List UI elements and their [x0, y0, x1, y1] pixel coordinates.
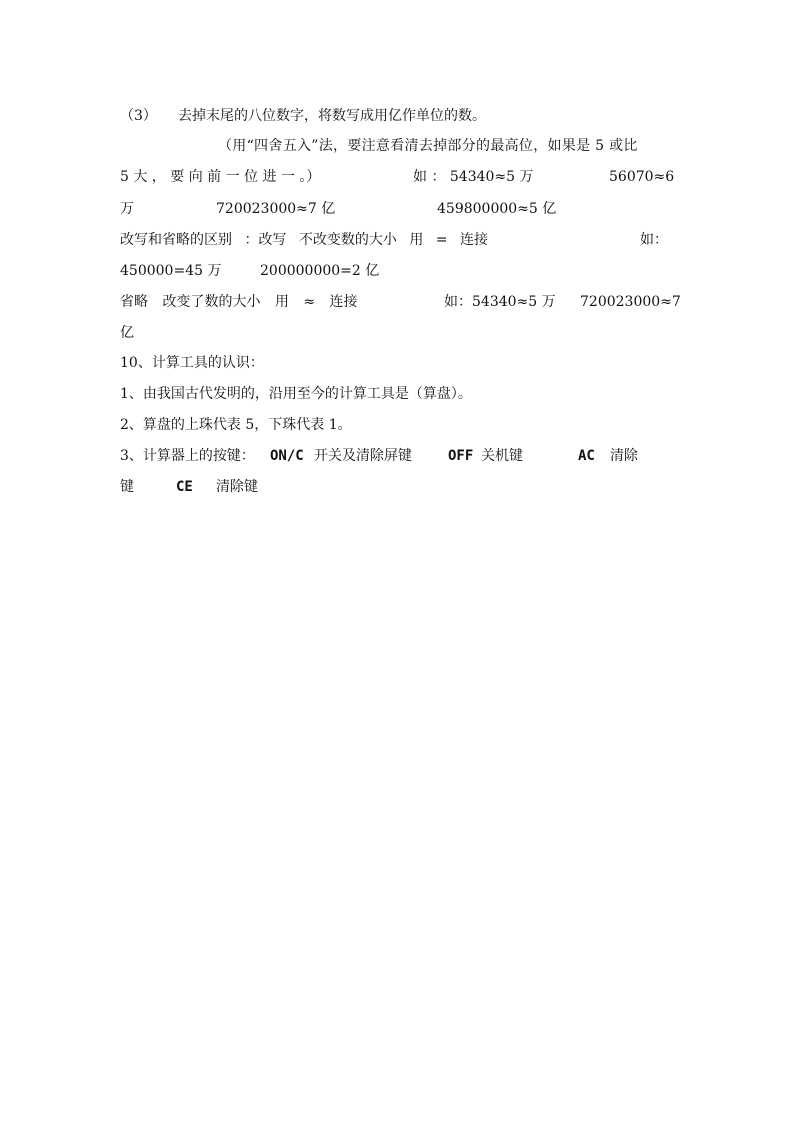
key-label-ce: CE — [176, 479, 193, 495]
example-text: 56070≈6 — [609, 169, 675, 185]
example-text: 720023000≈7 亿 — [216, 201, 336, 217]
key-description: 清除 — [610, 448, 638, 464]
paragraph-text: 省略 改变了数的大小 用 ≈ 连接 — [120, 294, 358, 310]
key-label-onc: ON/C — [270, 448, 304, 464]
example-text: 459800000≈5 亿 — [437, 201, 557, 217]
key-label-off: OFF — [448, 448, 474, 464]
example-text: 如 ： 54340≈5 万 — [413, 169, 534, 185]
paragraph-text: 1、由我国古代发明的，沿用至今的计算工具是（算盘）。 — [120, 386, 472, 402]
key-description: 键 — [120, 479, 134, 495]
key-description: 清除键 — [216, 479, 258, 495]
paragraph-text: 万 — [120, 201, 134, 217]
section-heading: 10、计算工具的认识： — [120, 355, 264, 371]
example-text: 如：54340≈5 万 — [444, 294, 556, 310]
key-description: 关机键 — [481, 448, 523, 464]
example-text: 450000=45 万 — [120, 263, 222, 279]
paragraph-text: 3、计算器上的按键： — [120, 448, 255, 464]
key-label-ac: AC — [578, 448, 595, 464]
key-description: 开关及清除屏键 — [314, 448, 412, 464]
paragraph-text: 去掉末尾的八位数字，将数写成用亿作单位的数。 — [178, 108, 486, 124]
example-text: 720023000≈7 — [580, 294, 681, 310]
paragraph-text: 5 大 ， 要 向 前 一 位 进 一 。） — [120, 169, 321, 185]
paragraph-text: （用“四舍五入”法，要注意看清去掉部分的最高位，如果是 5 或比 — [218, 138, 638, 154]
example-label: 如： — [640, 232, 668, 248]
example-text: 200000000=2 亿 — [260, 263, 380, 279]
paragraph-text: 2、算盘的上珠代表 5，下珠代表 1。 — [120, 417, 352, 433]
item-number: （3） — [120, 108, 157, 124]
paragraph-text: 改写和省略的区别 ：改写 不改变数的大小 用 = 连接 — [120, 232, 488, 248]
paragraph-text: 亿 — [120, 325, 134, 341]
